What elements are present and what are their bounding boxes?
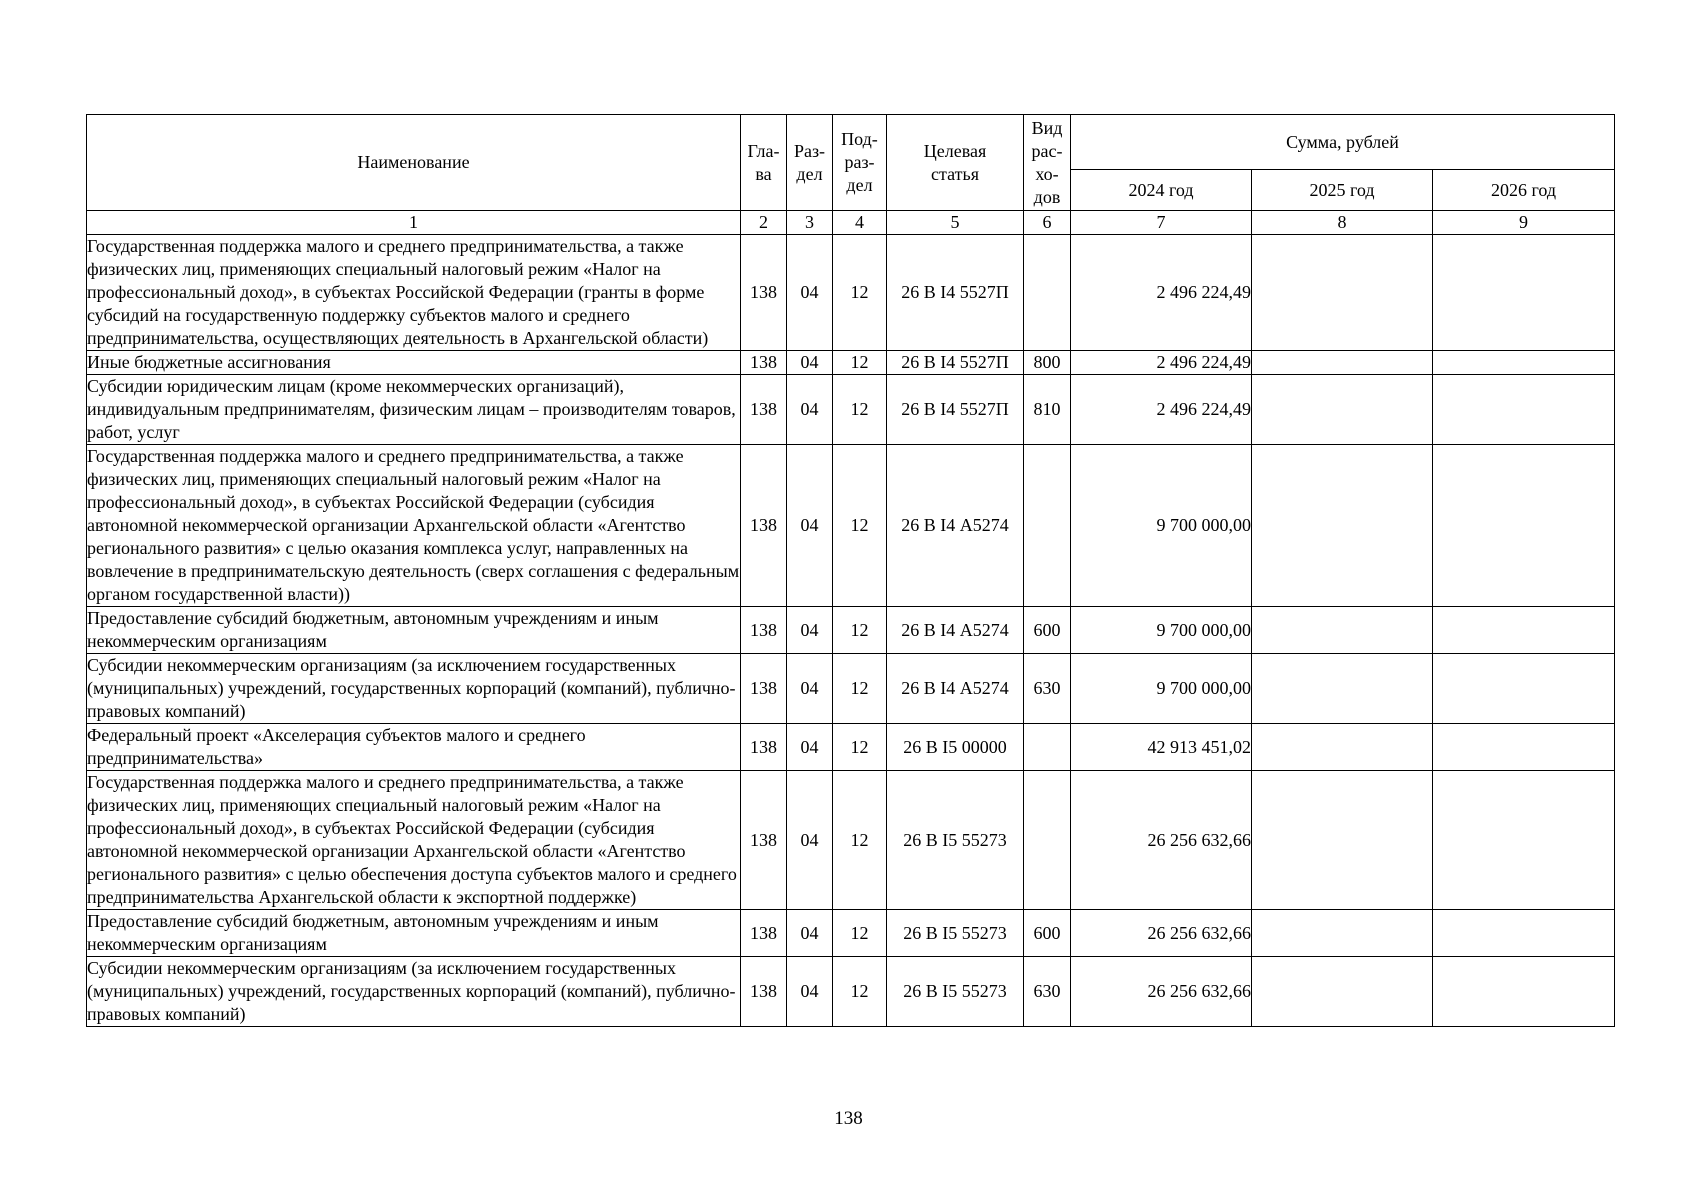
row-name: Субсидии некоммерческим организациям (за исключением государственных (муниципальных) учреждений, государственных корпораций (компаний), публично-правовых компаний) [87,957,741,1027]
row-glava: 138 [741,351,787,375]
row-sum-2025 [1252,957,1433,1027]
column-number: 5 [887,211,1024,235]
row-glava: 138 [741,445,787,607]
row-glava: 138 [741,235,787,351]
row-razdel: 04 [787,235,833,351]
row-tselevaya-statya: 26 В I5 00000 [887,724,1024,771]
row-vid-rashodov [1024,445,1071,607]
row-sum-2024: 2 496 224,49 [1071,375,1252,445]
row-podrazdel: 12 [833,375,887,445]
row-sum-2025 [1252,654,1433,724]
row-sum-2025 [1252,771,1433,910]
row-sum-2024: 9 700 000,00 [1071,445,1252,607]
column-number: 7 [1071,211,1252,235]
row-tselevaya-statya: 26 В I5 55273 [887,910,1024,957]
row-glava: 138 [741,910,787,957]
row-sum-2026 [1433,235,1615,351]
table-row [87,910,1615,957]
row-sum-2024: 2 496 224,49 [1071,351,1252,375]
row-sum-2025 [1252,607,1433,654]
row-vid-rashodov: 810 [1024,375,1071,445]
column-number: 2 [741,211,787,235]
row-tselevaya-statya: 26 В I5 55273 [887,957,1024,1027]
row-vid-rashodov [1024,724,1071,771]
row-sum-2024: 2 496 224,49 [1071,235,1252,351]
row-vid-rashodov [1024,235,1071,351]
table-row [87,724,1615,771]
row-sum-2024: 26 256 632,66 [1071,771,1252,910]
row-tselevaya-statya: 26 В I5 55273 [887,771,1024,910]
row-razdel: 04 [787,607,833,654]
row-razdel: 04 [787,351,833,375]
row-sum-2025 [1252,375,1433,445]
row-sum-2025 [1252,235,1433,351]
row-razdel: 04 [787,445,833,607]
table-row [87,771,1615,910]
row-glava: 138 [741,957,787,1027]
budget-table-wrapper [86,114,1615,1027]
row-sum-2025 [1252,910,1433,957]
row-name: Федеральный проект «Акселерация субъектов малого и среднего предпринимательства» [87,724,741,771]
header-name: Наименование [87,115,741,211]
header-razdel: Раз- дел [787,115,833,211]
row-glava: 138 [741,724,787,771]
header-year-2025: 2025 год [1252,170,1433,211]
row-tselevaya-statya: 26 В I4 А5274 [887,445,1024,607]
row-sum-2026 [1433,351,1615,375]
row-sum-2026 [1433,445,1615,607]
row-name: Субсидии некоммерческим организациям (за исключением государственных (муниципальных) учреждений, государственных корпораций (компаний), публично-правовых компаний) [87,654,741,724]
row-vid-rashodov [1024,771,1071,910]
row-razdel: 04 [787,771,833,910]
column-number: 9 [1433,211,1615,235]
header-vid-rashodov: Вид рас- хо- дов [1024,115,1071,211]
column-number: 6 [1024,211,1071,235]
row-podrazdel: 12 [833,724,887,771]
row-sum-2025 [1252,445,1433,607]
row-razdel: 04 [787,724,833,771]
row-name: Субсидии юридическим лицам (кроме некоммерческих организаций), индивидуальным предпринимателям, физическим лицам – производителям товаров, работ, услуг [87,375,741,445]
column-number-row [87,211,1615,235]
header-glava: Гла- ва [741,115,787,211]
row-sum-2026 [1433,375,1615,445]
row-sum-2026 [1433,957,1615,1027]
row-sum-2026 [1433,771,1615,910]
row-sum-2024: 42 913 451,02 [1071,724,1252,771]
budget-table [86,114,1615,1027]
table-row [87,235,1615,351]
row-sum-2026 [1433,607,1615,654]
row-vid-rashodov: 600 [1024,607,1071,654]
row-name: Иные бюджетные ассигнования [87,351,741,375]
row-sum-2024: 9 700 000,00 [1071,607,1252,654]
row-podrazdel: 12 [833,957,887,1027]
row-name: Предоставление субсидий бюджетным, автономным учреждениям и иным некоммерческим организациям [87,910,741,957]
page-number: 138 [834,1108,863,1129]
row-sum-2026 [1433,654,1615,724]
row-podrazdel: 12 [833,771,887,910]
row-sum-2026 [1433,724,1615,771]
table-row [87,445,1615,607]
row-glava: 138 [741,771,787,910]
header-tselevaya-statya: Целевая статья [887,115,1024,211]
table-row [87,351,1615,375]
header-podrazdel: Под- раз- дел [833,115,887,211]
row-podrazdel: 12 [833,910,887,957]
row-glava: 138 [741,654,787,724]
column-number: 4 [833,211,887,235]
row-podrazdel: 12 [833,607,887,654]
row-tselevaya-statya: 26 В I4 5527П [887,351,1024,375]
row-podrazdel: 12 [833,445,887,607]
row-sum-2024: 26 256 632,66 [1071,910,1252,957]
row-tselevaya-statya: 26 В I4 5527П [887,375,1024,445]
row-sum-2024: 26 256 632,66 [1071,957,1252,1027]
row-sum-2025 [1252,351,1433,375]
row-vid-rashodov: 800 [1024,351,1071,375]
row-vid-rashodov: 600 [1024,910,1071,957]
row-sum-2024: 9 700 000,00 [1071,654,1252,724]
column-number: 1 [87,211,741,235]
row-vid-rashodov: 630 [1024,654,1071,724]
row-tselevaya-statya: 26 В I4 А5274 [887,607,1024,654]
column-number: 3 [787,211,833,235]
row-vid-rashodov: 630 [1024,957,1071,1027]
table-row [87,375,1615,445]
row-sum-2026 [1433,910,1615,957]
row-name: Предоставление субсидий бюджетным, автономным учреждениям и иным некоммерческим организациям [87,607,741,654]
row-glava: 138 [741,375,787,445]
row-podrazdel: 12 [833,654,887,724]
row-razdel: 04 [787,957,833,1027]
row-name: Государственная поддержка малого и среднего предпринимательства, а также физических лиц, применяющих специальный налоговый режим «Налог на профессиональный доход», в субъектах Российской Федерации (гранты в форме субсидий на государственную поддержку субъектов малого и среднего предпринимательства, осуществляющих деятельность в Архангельской области) [87,235,741,351]
column-number: 8 [1252,211,1433,235]
header-year-2026: 2026 год [1433,170,1615,211]
header-year-2024: 2024 год [1071,170,1252,211]
row-tselevaya-statya: 26 В I4 5527П [887,235,1024,351]
row-razdel: 04 [787,654,833,724]
row-tselevaya-statya: 26 В I4 А5274 [887,654,1024,724]
row-podrazdel: 12 [833,351,887,375]
row-name: Государственная поддержка малого и среднего предпринимательства, а также физических лиц, применяющих специальный налоговый режим «Налог на профессиональный доход», в субъектах Российской Федерации (субсидия автономной некоммерческой организации Архангельской области «Агентство регионального развития» с целью обеспечения доступа субъектов малого и среднего предпринимательства Архангельской области к экспортной поддержке) [87,771,741,910]
row-sum-2025 [1252,724,1433,771]
row-name: Государственная поддержка малого и среднего предпринимательства, а также физических лиц, применяющих специальный налоговый режим «Налог на профессиональный доход», в субъектах Российской Федерации (субсидия автономной некоммерческой организации Архангельской области «Агентство регионального развития» с целью оказания комплекса услуг, направленных на вовлечение в предпринимательскую деятельность (сверх соглашения с федеральным органом государственной власти)) [87,445,741,607]
row-razdel: 04 [787,910,833,957]
table-row [87,654,1615,724]
table-row [87,957,1615,1027]
row-glava: 138 [741,607,787,654]
row-razdel: 04 [787,375,833,445]
row-podrazdel: 12 [833,235,887,351]
header-summa: Сумма, рублей [1071,115,1615,170]
table-row [87,607,1615,654]
